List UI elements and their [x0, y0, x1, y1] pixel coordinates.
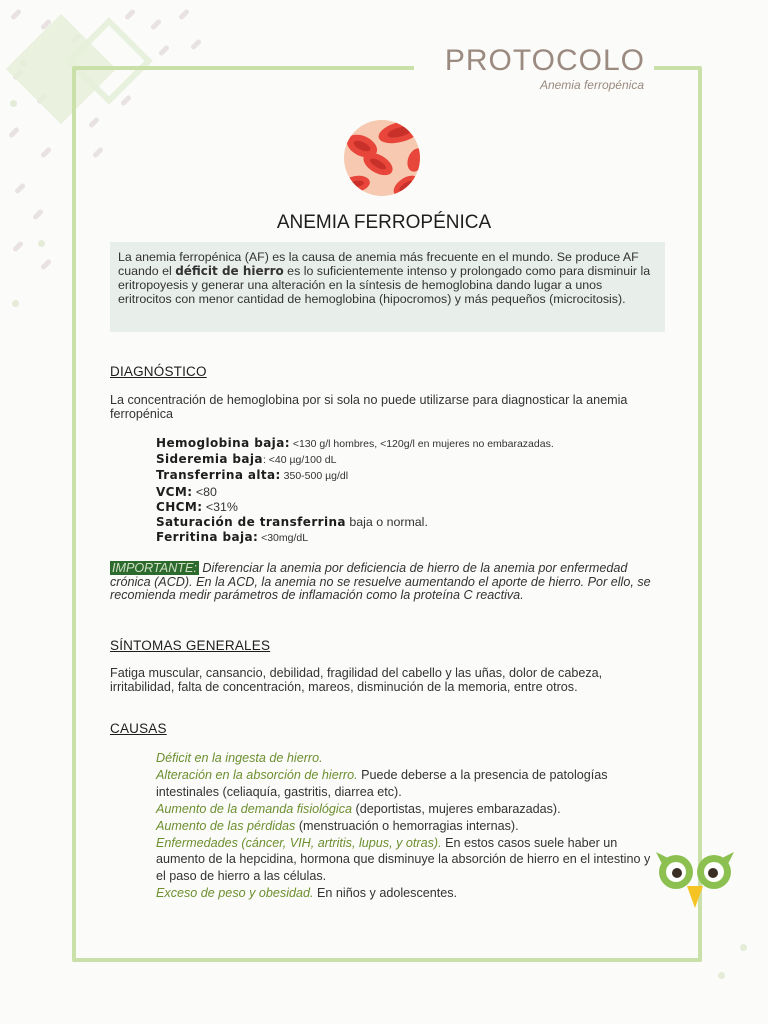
- causa-item: Alteración en la absorción de hierro. Puede deberse a la presencia de patologías intestinales (celiaquía, gastritis, diarrea etc).: [156, 767, 608, 799]
- diag-item: Ferritina baja: <30mg/dL: [156, 530, 309, 545]
- intro-box: [110, 242, 665, 332]
- diag-item: CHCM: <31%: [156, 499, 238, 514]
- diag-item: Hemoglobina baja: <130 g/l hombres, <120g/l en mujeres no embarazadas.: [156, 436, 554, 450]
- owl-logo-icon: [652, 848, 738, 914]
- importante-text: Diferenciar la anemia por deficiencia de hierro de la anemia por enfermedad crónica (ACD). En la ACD, la anemia no se resuelve aumentando el aporte de hierro. Por ello, se recomienda medir parámetros de inflamación como la proteína C reactiva.: [110, 561, 651, 603]
- intro-bold-text: déficit de hierro: [175, 264, 284, 278]
- causa-item: Aumento de la demanda fisiológica (deportistas, mujeres embarazadas).: [156, 801, 561, 816]
- diagnostico-text: La concentración de hemoglobina por si sola no puede utilizarse para diagnosticar la anemia ferropénica: [110, 393, 628, 421]
- protocol-title: PROTOCOLO: [444, 44, 645, 77]
- main-title: ANEMIA FERROPÉNICA: [276, 212, 492, 233]
- diag-item: Sideremia baja: <40 µg/100 dL: [156, 452, 337, 467]
- importante-note: [110, 562, 665, 603]
- sintomas-heading: SÍNTOMAS GENERALES: [110, 638, 271, 653]
- importante-tag: IMPORTANTE:: [112, 561, 197, 575]
- causa-item: Exceso de peso y obesidad. En niños y adolescentes.: [156, 886, 458, 901]
- causas-heading: CAUSAS: [110, 721, 167, 736]
- intro-text-end: es lo suficientemente intenso y prolongado como para disminuir la eritropoyesis y generar una alteración en la síntesis de hemoglobina dando lugar a unos eritrocitos con menor cantidad de hemoglobina (hipocromos) y más pequeños (microcitosis).: [118, 264, 651, 306]
- causa-item: Enfermedades (cáncer, VIH, artritis, lupus, y otras). En estos casos suele haber un aumento de la hepcidina, hormona que disminuye la absorción de hierro en el intestino y el paso de hierro a las células.: [156, 835, 651, 884]
- diagnostico-list: [156, 436, 656, 546]
- protocol-subtitle: Anemia ferropénica: [539, 78, 644, 92]
- red-blood-cells-icon: [342, 118, 422, 198]
- causas-list: [156, 750, 661, 902]
- diag-item: VCM: <80: [156, 484, 217, 499]
- intro-text-start: La anemia ferropénica (AF) es la causa de anemia más frecuente en el mundo. Se produce AF cuando el: [118, 250, 639, 278]
- diagnostico-heading: DIAGNÓSTICO: [110, 364, 207, 379]
- diag-item: Saturación de transferrina baja o normal.: [156, 515, 428, 530]
- causa-item: Déficit en la ingesta de hierro.: [156, 751, 323, 765]
- sintomas-text: Fatiga muscular, cansancio, debilidad, fragilidad del cabello y las uñas, dolor de cabeza, irritabilidad, falta de concentración, mareos, disminución de la memoria, entre otros.: [110, 666, 603, 694]
- diag-item: Transferrina alta: 350-500 µg/dl: [156, 468, 349, 483]
- causa-item: Aumento de las pérdidas (menstruación o hemorragias internas).: [156, 818, 519, 833]
